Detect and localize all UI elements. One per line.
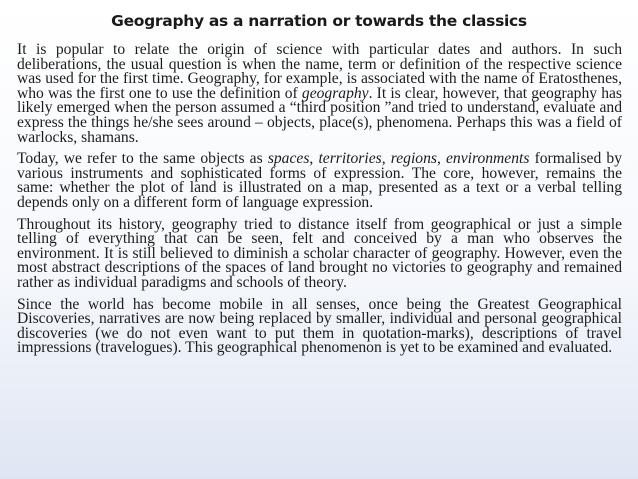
paragraph-2-text-b: formalised by various instruments and sophisticated forms of expression. The core, however, remains the same: whether the plot of land is illustrated on a map, presented as a text or a verbal telling depends only on a different form of language expression.	[17, 150, 622, 211]
separator: ,	[309, 150, 319, 168]
italic-spaces: spaces	[267, 150, 310, 168]
paragraph-2-text-a: Today, we refer to the same objects as	[17, 150, 268, 168]
slide-title: Geography as a narration or towards the classics	[111, 12, 527, 30]
paragraph-3: Throughout its history, geography tried to distance itself from geographical or just a simple telling of everything that can be seen, felt and conceived by a man who observes the environment. It is still believed to diminish a scholar character of geography. However, even the most abstract descriptions of the spaces of land brought no victories to geography and remained rather as individual paradigms and schools of theory.	[17, 215, 622, 291]
paragraph-2	[17, 152, 622, 210]
slide-body	[17, 43, 622, 363]
paragraph-1-text-b: . It is clear, however, that geography has likely emerged when the person assumed a “third position ”and tried to understand, evaluate and express the things he/she sees around – objects, place(s), phenomena. Perhaps this was a field of warlocks, shamans.	[17, 84, 622, 146]
paragraph-4: Since the world has become mobile in all senses, once being the Greatest Geographical Discoveries, narratives are now being replaced by smaller, individual and personal geographical discoveries (we do not even want to put them in quotation-marks), descriptions of travel impressions (travelogues). This geographical phenomenon is yet to be examined and evaluated.	[17, 295, 622, 357]
separator: ,	[381, 150, 391, 168]
separator: ,	[436, 150, 446, 168]
italic-environments: environments	[445, 150, 530, 168]
italic-regions: regions	[390, 150, 437, 168]
italic-geography: geography	[301, 84, 369, 102]
paragraph-1	[17, 43, 622, 145]
paragraph-1-text-a: It is popular to relate the origin of science with particular dates and authors. In such deliberations, the usual question is when the name, term or definition of the respective science was used for the first time. Geography, for example, is associated with the name of Eratosthenes, who was the first one to use the definition of	[17, 41, 622, 102]
italic-territories: territories	[318, 150, 382, 168]
